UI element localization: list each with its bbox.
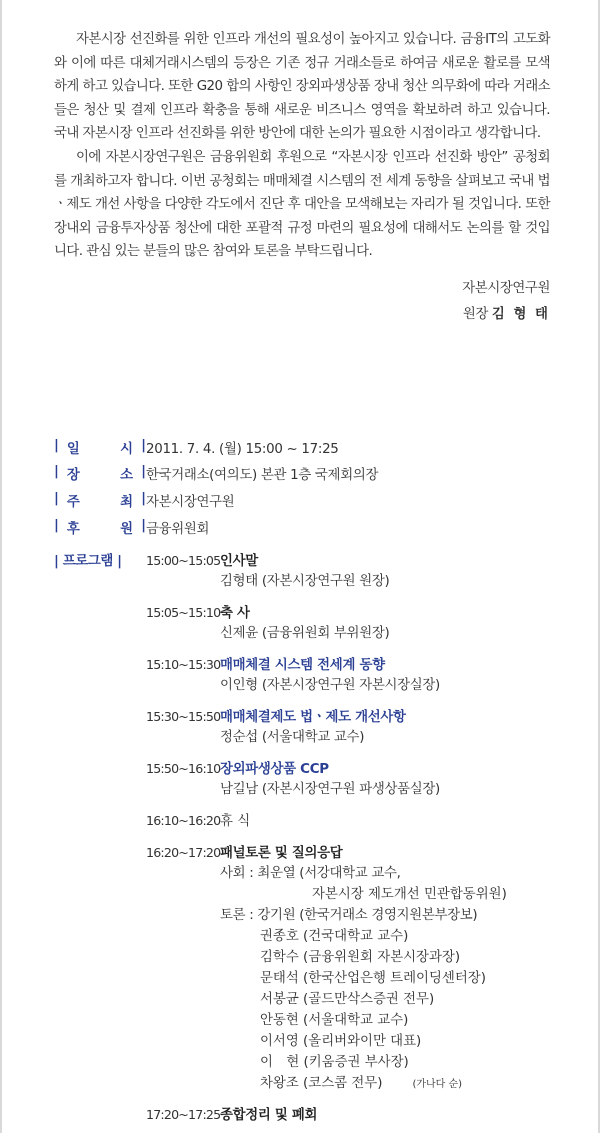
signature-block — [54, 276, 550, 328]
info-row-host — [54, 487, 554, 514]
info-label-date: | 일 시 | — [54, 437, 146, 457]
page-border-left — [0, 0, 2, 1133]
intro-paragraph-1: 자본시장 선진화를 위한 인프라 개선의 필요성이 높아지고 있습니다. 금융IT의 고도화와 이에 따른 대체거래시스템의 등장은 기존 정규 거래소들로 하여금 새로운 활로를 모색하게 하고 있습니다. 또한 G20 합의 사항인 장외파생상품 장내 청산 의무화에 따라 거래소들은 청산 및 결제 인프라 확충을 통해 새로운 비즈니스 영역을 확보하려 하고 있습니다. 국내 자본시장 인프라 선진화를 위한 방안에 대한 논의가 필요한 시점이라고 생각합니다. — [54, 32, 550, 142]
panelist-last — [146, 1073, 566, 1094]
invitation-body — [54, 28, 550, 328]
moderator-label: 사회 : — [220, 866, 254, 881]
program-time: 16:20~17:20 — [146, 845, 221, 860]
program-title: 매매체결제도 법ㆍ제도 개선사항 — [220, 710, 406, 725]
info-label-sponsor: | 후 원 | — [54, 517, 146, 537]
moderator-line — [146, 863, 566, 884]
panelist: 이 현 (키움증권 부사장) — [260, 1055, 409, 1070]
info-value-date: 2011. 7. 4. (월) 15:00 ~ 17:25 — [146, 441, 339, 457]
program-time: 15:10~15:30 — [146, 657, 221, 672]
program-speaker: 이인형 (자본시장연구원 자본시장실장) — [220, 678, 440, 693]
info-row-sponsor — [54, 514, 554, 541]
panelist: 안동현 (서울대학교 교수) — [260, 1013, 409, 1028]
panelist: 차왕조 (코스콤 전무) — [260, 1076, 383, 1091]
program-label: | 프로그램 | — [54, 554, 122, 569]
signature-title: 원장 — [462, 306, 488, 322]
program-item-panel — [146, 842, 566, 1094]
info-label-host: | 주 최 | — [54, 490, 146, 510]
program-time: 17:20~17:25 — [146, 1107, 221, 1122]
program-time: 15:50~16:10 — [146, 761, 221, 776]
program-item-congrats — [146, 602, 566, 644]
info-row-place — [54, 461, 554, 488]
program-title: 휴 식 — [220, 814, 251, 829]
program-time: 15:30~15:50 — [146, 709, 221, 724]
info-row-date — [54, 434, 554, 461]
program-speaker: 신제윤 (금융위원회 부위원장) — [220, 626, 390, 641]
intro-paragraph-2: 이에 자본시장연구원은 금융위원회 후원으로 “자본시장 인프라 선진화 방안” 공청회를 개최하고자 합니다. 이번 공청회는 매매체결 시스템의 전 세계 동향을 살펴보고 국내 법ㆍ제도 개선 사항을 다양한 각도에서 진단 후 대안을 모색해보는 자리가 될 것입니다. 또한 장내외 금융투자상품 청산에 대한 포괄적 규정 마련의 필요성에 대해서도 논의를 할 것입니다. 관심 있는 분들의 많은 참여와 토론을 부탁드립니다. — [54, 149, 550, 260]
program-title: 인사말 — [220, 554, 258, 569]
panel-label: 토론 : — [220, 908, 254, 923]
signature-name: 김 형 태 — [491, 306, 550, 322]
program-speaker: 남길남 (자본시장연구원 파생상품실장) — [220, 782, 440, 797]
info-value-sponsor: 금융위원회 — [146, 521, 210, 537]
page-border-right — [598, 0, 600, 1133]
program-time: 15:00~15:05 — [146, 553, 221, 568]
program-title: 매매체결 시스템 전세계 동향 — [220, 658, 385, 673]
program-title: 종합정리 및 폐회 — [220, 1108, 318, 1123]
program-title: 축 사 — [220, 606, 250, 621]
signature-person — [54, 302, 550, 328]
program-time: 16:10~16:20 — [146, 813, 221, 828]
program-item-session-3 — [146, 758, 566, 800]
info-value-host: 자본시장연구원 — [146, 494, 235, 510]
panelist: 문태석 (한국산업은행 트레이딩센터장) — [260, 971, 486, 986]
program-time: 15:05~15:10 — [146, 605, 221, 620]
panelist: 서봉균 (골드만삭스증권 전무) — [260, 992, 435, 1007]
program-speaker: 김형태 (자본시장연구원 원장) — [220, 574, 390, 589]
order-note: (가나다 순) — [412, 1079, 463, 1090]
program-item-break — [146, 810, 566, 831]
info-label-place: | 장 소 | — [54, 464, 146, 484]
panel-line-1 — [146, 905, 566, 926]
program-title: 패널토론 및 질의응답 — [220, 846, 343, 861]
program-item-opening — [146, 550, 566, 592]
program-item-session-1 — [146, 654, 566, 696]
intro-text — [54, 28, 550, 264]
signature-org: 자본시장연구원 — [462, 280, 550, 296]
event-info — [54, 434, 554, 540]
program-speaker: 정순섭 (서울대학교 교수) — [220, 730, 365, 745]
panelist: 이서영 (올리버와이만 대표) — [260, 1034, 422, 1049]
panelist: 강기원 (한국거래소 경영지원본부장보) — [257, 908, 478, 923]
info-value-place: 한국거래소(여의도) 본관 1층 국제회의장 — [146, 468, 379, 484]
program-item-session-2 — [146, 706, 566, 748]
panelist: 김학수 (금융위원회 자본시장과장) — [260, 950, 461, 965]
program-item-closing — [146, 1104, 566, 1125]
panelist: 권종호 (건국대학교 교수) — [260, 929, 409, 944]
program-title: 장외파생상품 CCP — [220, 762, 329, 777]
moderator-affiliation: 자본시장 제도개선 민관합동위원) — [312, 887, 507, 902]
moderator-name: 최운열 (서강대학교 교수, — [257, 866, 401, 881]
